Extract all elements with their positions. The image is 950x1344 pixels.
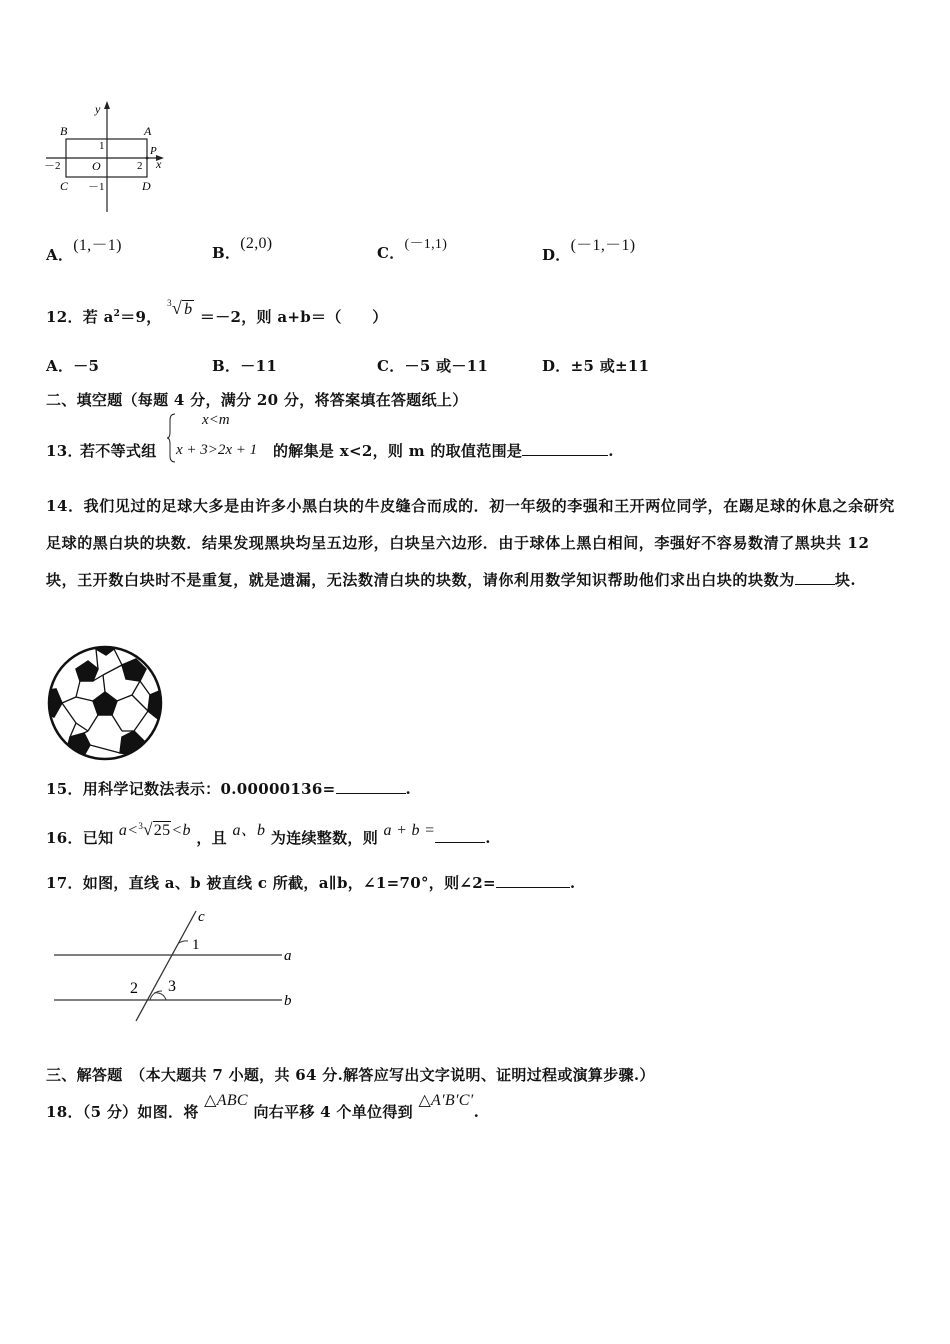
triangle-a-prime: △A′B′C′ — [418, 1092, 474, 1109]
left-brace-icon — [166, 412, 176, 464]
line-a-label: a — [284, 948, 292, 964]
answer-blank[interactable] — [435, 828, 485, 843]
soccer-ball-image — [46, 645, 164, 761]
angle-3-label: 3 — [168, 978, 176, 995]
q18-question — [46, 1092, 480, 1122]
x-axis-label: x — [156, 157, 162, 171]
answer-blank[interactable] — [496, 873, 570, 888]
question-end: . — [608, 442, 614, 460]
question-text: 17．如图，直线 a、b 被直线 c 所截，a∥b，∠1=70°，则∠2= — [46, 874, 496, 892]
inequality-1: x<m — [202, 412, 230, 428]
option-label: B． — [212, 357, 241, 375]
question-number: 12． — [46, 308, 83, 326]
q11-option-d[interactable] — [542, 237, 636, 265]
q11-option-a[interactable] — [46, 237, 122, 265]
point-c-label: C — [60, 179, 69, 193]
question-text: ，且 — [196, 829, 227, 847]
question-text: 若 a — [82, 308, 114, 326]
tick-1-label: 1 — [99, 140, 105, 152]
option-value: (－1,－1) — [570, 237, 636, 254]
answer-blank[interactable] — [522, 441, 608, 456]
q11-option-c[interactable] — [377, 237, 448, 263]
cube-root-b: $^3$√ b — [167, 298, 193, 318]
option-value: －11 — [240, 357, 278, 375]
option-label: C． — [377, 244, 405, 262]
q12-option-a[interactable] — [46, 355, 99, 376]
q17-question — [46, 872, 575, 893]
q13-text-before: 若不等式组 — [80, 442, 157, 460]
point-d-label: D — [142, 179, 151, 193]
y-axis-label: y — [95, 102, 101, 116]
line-b-label: b — [284, 993, 292, 1009]
angle-1-label: 1 — [192, 937, 200, 953]
inequality-system — [166, 412, 272, 464]
tick-neg1-label: －1 — [88, 181, 105, 193]
q12-option-b[interactable] — [212, 355, 277, 376]
option-value: (－1,1) — [404, 237, 448, 252]
point-b-label: B — [60, 124, 68, 138]
question-text: 15．用科学记数法表示：0.00000136= — [46, 780, 336, 798]
question-end: . — [485, 829, 491, 847]
q14-question — [46, 488, 906, 599]
inequality-left: a< — [118, 822, 139, 839]
q15-question — [46, 778, 411, 799]
angle-2-label: 2 — [130, 980, 138, 997]
question-text: ＝9， — [120, 308, 162, 326]
inequality-2: x + 3>2x + 1 — [176, 442, 258, 458]
option-value: ±5 或±11 — [570, 357, 650, 375]
section-heading: 三、解答题 （本大题共 7 小题，共 64 分.解答应写出文字说明、证明过程或演算步骤.） — [46, 1066, 655, 1084]
parallel-lines-figure — [50, 905, 310, 1025]
superscript: 2 — [113, 309, 121, 319]
inequality-right: <b — [171, 822, 191, 839]
question-text: 16．已知 — [46, 829, 114, 847]
question-end: . — [405, 780, 412, 798]
tick-neg2-label: －2 — [44, 160, 61, 172]
radicand: 25 — [153, 822, 171, 839]
q13-number: 13． — [46, 442, 83, 460]
question-text: 14．我们见过的足球大多是由许多小黑白块的牛皮缝合而成的．初一年级的李强和王开两位同学，在踢足球的休息之余研究足球的黑白块的块数．结果发现黑块均呈五边形，白块呈六边形．由于球体上黑白相间，李强好不容易数清了黑块共 12 块，王开数白块时不是重复，就是遗漏，无法数清白块的块数，请你利用数学知识帮助他们求出白块的块数为 — [46, 497, 895, 589]
expression: a + b = — [383, 822, 436, 839]
question-text: 的解集是 x<2，则 m 的取值范围是 — [273, 442, 523, 460]
question-end: 块. — [834, 571, 857, 589]
option-label: B． — [212, 244, 241, 262]
q13-question — [273, 440, 614, 461]
option-value: (2,0) — [240, 235, 273, 252]
option-value: (1,－1) — [73, 237, 122, 254]
question-text: 向右平移 4 个单位得到 — [253, 1103, 413, 1121]
radical-index: 3 — [167, 298, 172, 308]
question-end: . — [569, 874, 576, 892]
q12-option-d[interactable] — [542, 355, 649, 376]
radical-index: 3 — [138, 821, 144, 831]
question-text: ＝－2，则 a+b＝（ ） — [199, 308, 388, 326]
origin-label: O — [92, 159, 101, 173]
coordinate-figure — [44, 98, 174, 216]
answer-blank[interactable] — [795, 570, 835, 585]
q12-question — [46, 298, 388, 327]
point-p-label: P — [150, 145, 157, 157]
option-label: A． — [46, 246, 74, 264]
question-end: . — [473, 1103, 480, 1121]
question-text: 为连续整数，则 — [270, 829, 378, 847]
q16-question — [46, 820, 491, 848]
option-label: A． — [46, 357, 74, 375]
vars: a、b — [232, 822, 266, 839]
option-label: D． — [542, 246, 571, 264]
option-label: C． — [377, 357, 405, 375]
radicand: b — [184, 301, 193, 318]
option-value: －5 — [73, 357, 100, 375]
cube-root-inequality: a<$^3$√25<b — [118, 820, 191, 839]
triangle-abc: △ABC — [204, 1092, 248, 1109]
answer-blank[interactable] — [336, 779, 406, 794]
line-c-label: c — [198, 909, 205, 925]
option-value: －5 或－11 — [404, 357, 489, 375]
question-text: 18．（5 分）如图．将 — [46, 1103, 199, 1121]
section-heading: 二、填空题（每题 4 分，满分 20 分，将答案填在答题纸上） — [46, 391, 468, 409]
q11-option-b[interactable] — [212, 235, 273, 263]
option-label: D． — [542, 357, 571, 375]
point-a-label: A — [144, 124, 152, 138]
q12-option-c[interactable] — [377, 355, 488, 376]
tick-2-label: 2 — [137, 160, 143, 172]
